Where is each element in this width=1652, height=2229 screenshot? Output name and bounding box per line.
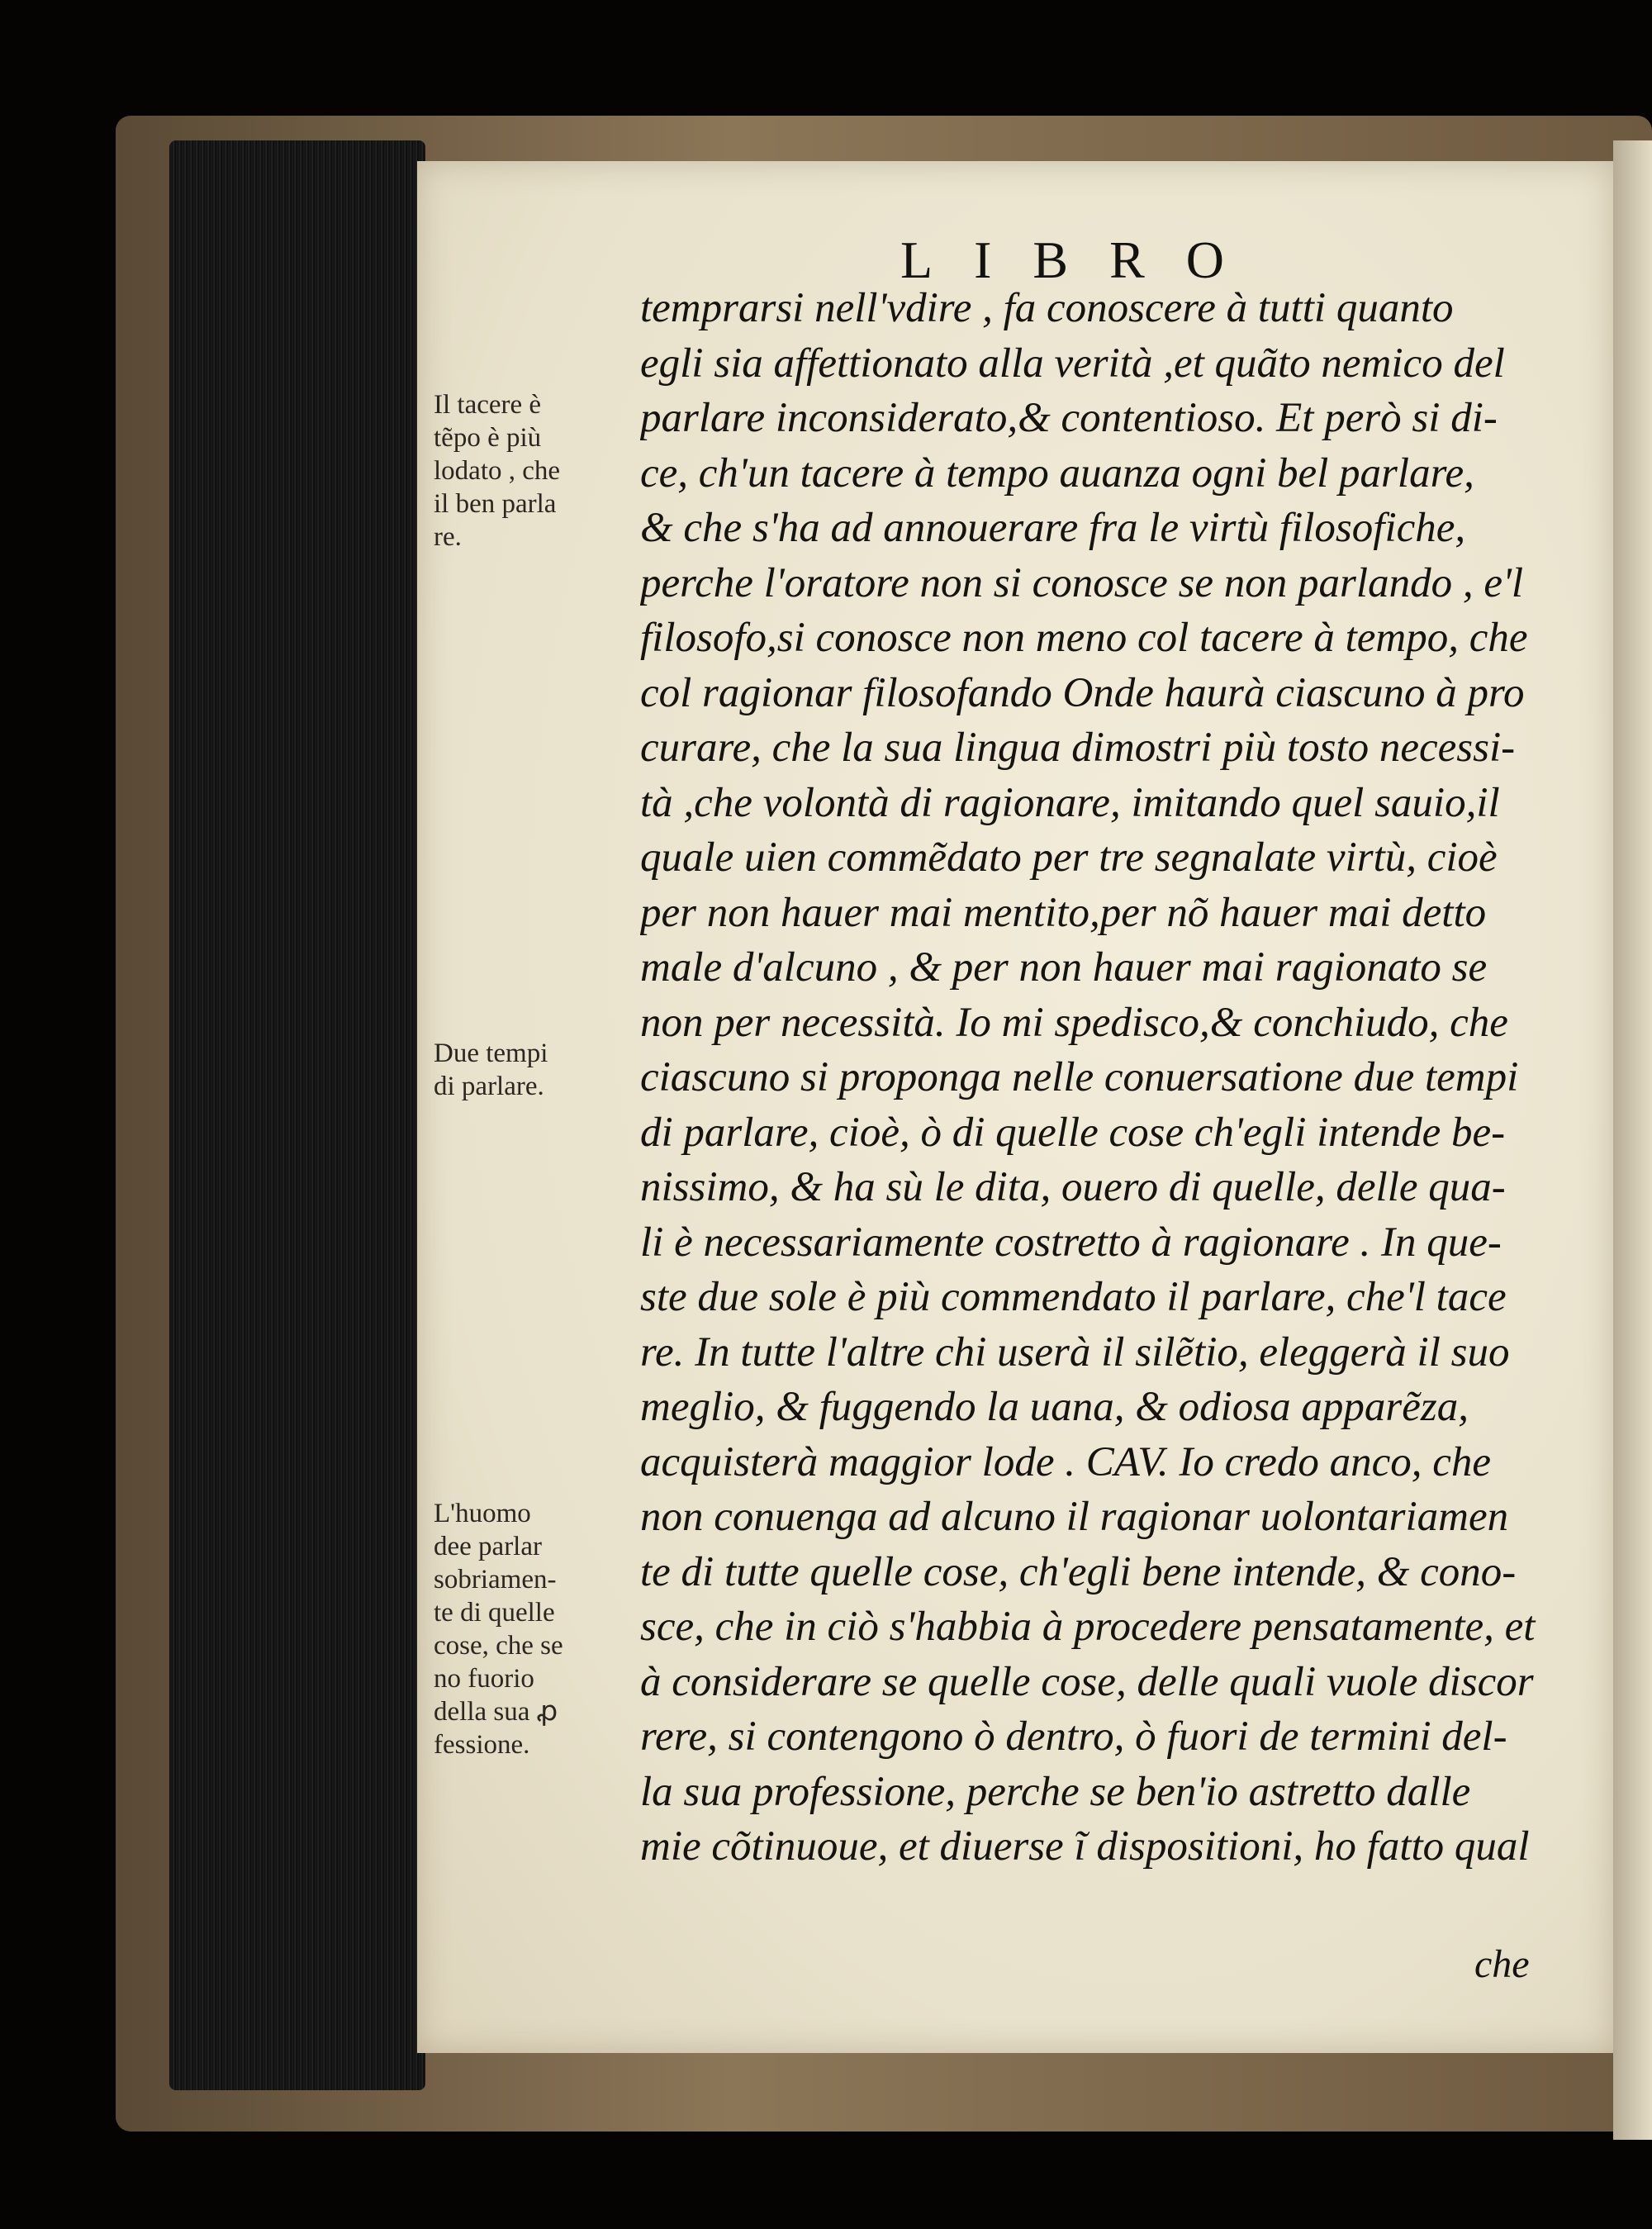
marginal-note-line: di parlare. — [434, 1072, 544, 1101]
text-line: ciascuno si proponga nelle conuersatione due tempi — [640, 1054, 1519, 1100]
text-line: di parlare, cioè, ò di quelle cose ch'egli intende be- — [640, 1109, 1506, 1156]
text-line: re. In tutte l'altre chi userà il silẽtio, eleggerà il suo — [640, 1328, 1510, 1376]
text-line: li è necessariamente costretto à ragionare . In que- — [640, 1219, 1502, 1266]
marginal-note-line: fessione. — [434, 1730, 530, 1760]
marginal-note-line: lodato , che — [434, 456, 561, 486]
marginal-note-line: te di quelle — [434, 1598, 555, 1628]
marginal-note — [434, 388, 632, 554]
fore-edge — [169, 140, 425, 2090]
marginal-note-line: Il tacere è — [434, 390, 542, 420]
marginal-note — [434, 1037, 632, 1103]
text-line: quale uien commẽdato per tre segnalate virtù, cioè — [640, 834, 1498, 881]
text-line: col ragionar filosofando Onde haurà ciascuno à pro — [640, 669, 1525, 716]
marginal-note-line: dee parlar — [434, 1532, 542, 1561]
marginal-note-line: cose, che se — [434, 1631, 563, 1661]
text-line: nissimo, & ha sù le dita, ouero di quelle, delle qua- — [640, 1164, 1506, 1210]
marginal-note-line: il ben parla — [434, 489, 557, 519]
text-line: rere, si contengono ò dentro, ò fuori de termini del- — [640, 1713, 1507, 1760]
text-line: sce, che in ciò s'habbia à procedere pensatamente, et — [640, 1604, 1536, 1650]
text-line: ste due sole è più commendato il parlare, che'l tace — [640, 1274, 1507, 1320]
marginal-note-line: L'huomo — [434, 1499, 531, 1528]
marginal-note-line: della sua ꝓ — [434, 1697, 558, 1727]
marginal-note-line: no fuorio — [434, 1664, 534, 1694]
running-head: LIBRO — [900, 231, 1265, 289]
text-line: la sua professione, perche se ben'io astretto dalle — [640, 1768, 1471, 1815]
text-line: parlare inconsiderato,& contentioso. Et però si di- — [640, 395, 1498, 441]
text-line: ce, ch'un tacere à tempo auanza ogni bel parlare, — [640, 449, 1474, 497]
text-line: male d'alcuno , & per non hauer mai ragionato se — [640, 944, 1488, 991]
marginal-note-line: tẽpo è più — [434, 423, 542, 453]
text-line: mie cõtinuoue, et diuerse ĩ dispositioni, ho fatto qual — [640, 1823, 1530, 1870]
marginal-note-line: re. — [434, 522, 462, 552]
text-line: & che s'ha ad annouerare fra le virtù filosofiche, — [640, 505, 1466, 551]
marginal-note-line: sobriamen- — [434, 1565, 557, 1595]
marginal-note-line: Due tempi — [434, 1038, 548, 1068]
text-line: perche l'oratore non si conosce se non parlando , e'l — [640, 559, 1524, 606]
text-line: egli sia affettionato alla verità ,et quãto nemico del — [640, 340, 1505, 387]
text-line: non per necessità. Io mi spedisco,& conchiudo, che — [640, 999, 1508, 1046]
text-line: tà ,che volontà di ragionare, imitando quel sauio,il — [640, 779, 1500, 826]
text-line: per non hauer mai mentito,per nõ hauer mai detto — [640, 889, 1487, 936]
text-line: à considerare se quelle cose, delle quali vuole discor — [640, 1658, 1534, 1705]
text-line: temprarsi nell'vdire , fa conoscere à tutti quanto — [640, 285, 1454, 331]
body-text — [640, 281, 1594, 1875]
text-line: filosofo,si conosce non meno col tacere à tempo, che — [640, 615, 1528, 661]
text-line: acquisterà maggior lode . CAV. Io credo anco, che — [640, 1438, 1492, 1485]
facing-page-edge — [1613, 140, 1652, 2140]
marginal-note — [434, 1497, 632, 1761]
text-line: te di tutte quelle cose, ch'egli bene intende, & cono- — [640, 1548, 1517, 1595]
text-line: non conuenga ad alcuno il ragionar uolontariamen — [640, 1494, 1509, 1540]
text-line: meglio, & fuggendo la uana, & odiosa apparẽza, — [640, 1384, 1469, 1430]
catchword: che — [1474, 1942, 1530, 1986]
text-line: curare, che la sua lingua dimostri più tosto necessi- — [640, 725, 1516, 771]
